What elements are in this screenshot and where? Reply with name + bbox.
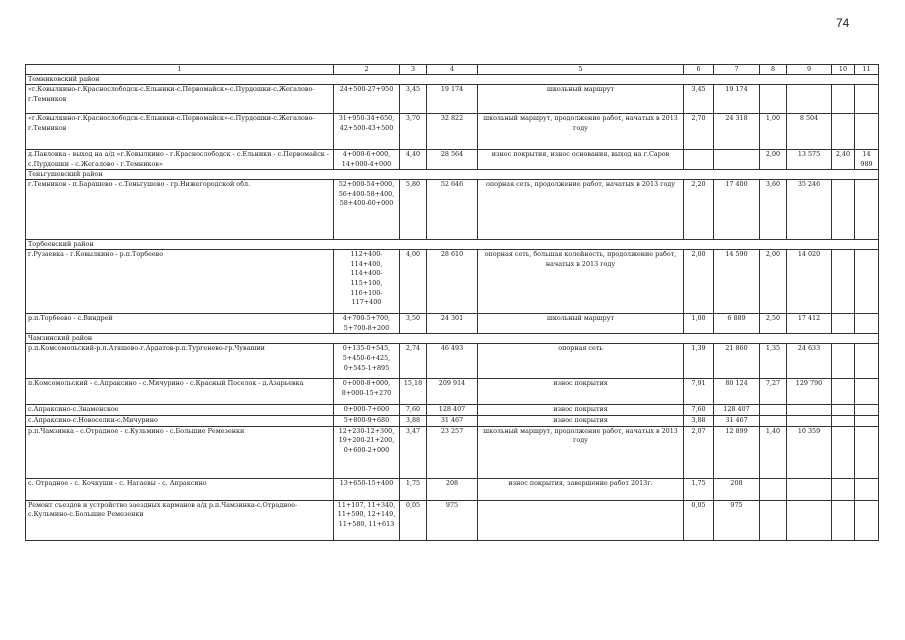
length-2014: 1,75 <box>684 478 714 500</box>
cost-2015: 35 246 <box>787 180 832 240</box>
cost-2015 <box>787 415 832 426</box>
length-km: 5,80 <box>400 180 427 240</box>
cost-2014: 17 400 <box>714 180 760 240</box>
length-2014: 2,70 <box>684 114 714 150</box>
cost-2015: 13 575 <box>787 150 832 170</box>
total-cost: 128 407 <box>427 405 478 416</box>
length-2016: 2,40 <box>832 150 855 170</box>
table-row <box>26 500 879 540</box>
length-2014: 1,00 <box>684 314 714 334</box>
length-km: 0,05 <box>400 500 427 540</box>
district-row <box>26 170 879 180</box>
km-section: 11+107, 11+340, 11+590, 12+149, 11+580, 11+613 <box>334 500 400 540</box>
km-section: 13+650-15+400 <box>334 478 400 500</box>
cost-2015 <box>787 85 832 114</box>
length-2016 <box>832 85 855 114</box>
length-2014: 2,00 <box>684 250 714 314</box>
route-name: р.п.Торбеево - с.Виндрей <box>26 314 334 334</box>
cost-2014: 21 860 <box>714 344 760 379</box>
cost-2014: 19 174 <box>714 85 760 114</box>
cost-2016 <box>855 379 879 405</box>
length-2014: 2,20 <box>684 180 714 240</box>
length-2014: 1,39 <box>684 344 714 379</box>
district-row <box>26 334 879 344</box>
length-2015: 1,40 <box>760 426 787 478</box>
route-name: «г.Ковылкино-г.Краснослободск-с.Ельники-с.Первомайск»-с.Пурдошки-с.Жегалово-г.Темников <box>26 114 334 150</box>
column-header: 4 <box>427 65 478 75</box>
route-name: п.Комсомольский - с.Апраксино - с.Мичурино - с.Красный Поселок - д.Азарьевка <box>26 379 334 405</box>
cost-2016 <box>855 478 879 500</box>
km-section: 31+950-34+650, 42+500-43+500 <box>334 114 400 150</box>
cost-2014: 208 <box>714 478 760 500</box>
work-reason: опорная сеть, большая колейность, продолжение работ, начатых в 2013 году <box>478 250 684 314</box>
column-header: 1 <box>26 65 334 75</box>
length-2016 <box>832 114 855 150</box>
length-2015 <box>760 415 787 426</box>
length-2016 <box>832 500 855 540</box>
km-section: 4+000-6+000, 14+000-4+000 <box>334 150 400 170</box>
length-2016 <box>832 344 855 379</box>
work-reason: школьный маршрут <box>478 85 684 114</box>
cost-2016 <box>855 415 879 426</box>
length-2014: 3,88 <box>684 415 714 426</box>
cost-2015 <box>787 405 832 416</box>
length-2016 <box>832 314 855 334</box>
length-2015: 2,50 <box>760 314 787 334</box>
table-row <box>26 85 879 114</box>
cost-2015: 10 359 <box>787 426 832 478</box>
length-km: 2,74 <box>400 344 427 379</box>
cost-2015: 14 020 <box>787 250 832 314</box>
route-name: «г.Ковылкино-г.Краснослободск-с.Ельники-с.Первомайск»-с.Пурдошки-с.Жегалово-г.Темников <box>26 85 334 114</box>
length-2015 <box>760 85 787 114</box>
length-km: 4,00 <box>400 250 427 314</box>
cost-2014: 12 899 <box>714 426 760 478</box>
km-section: 0+135-0+545, 5+450-6+425, 0+545-1+895 <box>334 344 400 379</box>
cost-2016 <box>855 344 879 379</box>
work-reason: школьный маршрут, продолжение работ, начатых в 2013 году <box>478 426 684 478</box>
work-reason: опорная сеть, продолжение работ, начатых в 2013 году <box>478 180 684 240</box>
district-name: Темниковский район <box>26 75 879 85</box>
length-km: 3,45 <box>400 85 427 114</box>
length-2015: 1,00 <box>760 114 787 150</box>
cost-2016 <box>855 500 879 540</box>
table-row <box>26 405 879 416</box>
column-header: 11 <box>855 65 879 75</box>
cost-2015 <box>787 500 832 540</box>
km-section: 4+700-5+700, 5+700-8+200 <box>334 314 400 334</box>
total-cost: 208 <box>427 478 478 500</box>
cost-2015 <box>787 478 832 500</box>
route-name: р.п.Чамзинка - с.Отрадное - с.Кульмино - с.Большие Ремезенки <box>26 426 334 478</box>
road-repair-table <box>25 64 879 541</box>
length-km: 7,60 <box>400 405 427 416</box>
cost-2014: 31 467 <box>714 415 760 426</box>
column-header: 3 <box>400 65 427 75</box>
cost-2014: 975 <box>714 500 760 540</box>
length-2015: 3,60 <box>760 180 787 240</box>
table-row <box>26 180 879 240</box>
km-section: 12+230-12+300, 19+200-21+200, 0+600-2+000 <box>334 426 400 478</box>
table-row <box>26 250 879 314</box>
total-cost: 209 914 <box>427 379 478 405</box>
table-row <box>26 344 879 379</box>
total-cost: 32 822 <box>427 114 478 150</box>
route-name: с.Апраксино-с.Знаменское <box>26 405 334 416</box>
length-2016 <box>832 478 855 500</box>
length-km: 1,75 <box>400 478 427 500</box>
km-section: 112+400- 114+400, 114+400- 115+100, 116+100- 117+400 <box>334 250 400 314</box>
cost-2014: 128 407 <box>714 405 760 416</box>
cost-2015: 129 790 <box>787 379 832 405</box>
length-km: 3,47 <box>400 426 427 478</box>
cost-2015: 8 504 <box>787 114 832 150</box>
total-cost: 31 467 <box>427 415 478 426</box>
column-header: 6 <box>684 65 714 75</box>
total-cost: 23 257 <box>427 426 478 478</box>
work-reason: износ покрытия <box>478 415 684 426</box>
column-number-row <box>26 65 879 75</box>
length-2016 <box>832 180 855 240</box>
district-row <box>26 75 879 85</box>
work-reason: школьный маршрут <box>478 314 684 334</box>
length-2015: 1,35 <box>760 344 787 379</box>
table-row <box>26 150 879 170</box>
length-2014: 7,60 <box>684 405 714 416</box>
length-2014: 7,91 <box>684 379 714 405</box>
km-section: 0+000-8+000, 8+000-15+270 <box>334 379 400 405</box>
table-row <box>26 379 879 405</box>
cost-2016 <box>855 314 879 334</box>
cost-2016 <box>855 180 879 240</box>
length-km: 3,70 <box>400 114 427 150</box>
column-header: 2 <box>334 65 400 75</box>
length-2015 <box>760 500 787 540</box>
table-row <box>26 314 879 334</box>
length-2016 <box>832 379 855 405</box>
route-name: р.п.Комсомольский-р.п.Атяшево-г.Ардатов-р.п.Тургенево-гр.Чувашии <box>26 344 334 379</box>
length-km: 3,88 <box>400 415 427 426</box>
length-2015: 2,00 <box>760 250 787 314</box>
column-header: 7 <box>714 65 760 75</box>
work-reason: износ покрытия, износ основания, выход на г.Саров <box>478 150 684 170</box>
table-row <box>26 114 879 150</box>
length-km: 3,50 <box>400 314 427 334</box>
total-cost: 52 646 <box>427 180 478 240</box>
route-name: г.Рузаевка - г.Ковылкино - р.п.Торбеево <box>26 250 334 314</box>
length-km: 4,40 <box>400 150 427 170</box>
length-2014: 3,45 <box>684 85 714 114</box>
length-2016 <box>832 415 855 426</box>
work-reason: опорная сеть <box>478 344 684 379</box>
work-reason: износ покрытия <box>478 379 684 405</box>
cost-2015: 17 412 <box>787 314 832 334</box>
length-2016 <box>832 405 855 416</box>
km-section: 0+000-7+600 <box>334 405 400 416</box>
total-cost: 975 <box>427 500 478 540</box>
length-2015: 7,27 <box>760 379 787 405</box>
route-name: с.Апраксино-с.Новоселки-с.Мичурино <box>26 415 334 426</box>
length-km: 15,18 <box>400 379 427 405</box>
column-header: 5 <box>478 65 684 75</box>
table-row <box>26 415 879 426</box>
work-reason: износ покрытия, завершение работ 2013г. <box>478 478 684 500</box>
total-cost: 28 564 <box>427 150 478 170</box>
route-name: д.Павловка - выход на а/д «г.Ковылкино - г.Краснослободск - с.Ельники - с.Первомайск - с.Пурдошки - с.Жегалово - г.Темников» <box>26 150 334 170</box>
length-2016 <box>832 426 855 478</box>
cost-2014: 6 889 <box>714 314 760 334</box>
cost-2016: 14 989 <box>855 150 879 170</box>
page-number: 74 <box>836 16 850 30</box>
district-name: Торбеевский район <box>26 240 879 250</box>
column-header: 10 <box>832 65 855 75</box>
district-name: Чамзинский район <box>26 334 879 344</box>
cost-2016 <box>855 426 879 478</box>
table-row <box>26 426 879 478</box>
cost-2016 <box>855 250 879 314</box>
table-row <box>26 478 879 500</box>
km-section: 24+500-27+950 <box>334 85 400 114</box>
total-cost: 46 493 <box>427 344 478 379</box>
district-name: Теньгушевский район <box>26 170 879 180</box>
cost-2014: 80 124 <box>714 379 760 405</box>
total-cost: 19 174 <box>427 85 478 114</box>
km-section: 5+800-9+680 <box>334 415 400 426</box>
length-2015 <box>760 405 787 416</box>
work-reason: школьный маршрут, продолжение работ, начатых в 2013 году <box>478 114 684 150</box>
route-name: г.Темников - п.Барашево - с.Теньгушево - гр.Нижегородской обл. <box>26 180 334 240</box>
cost-2014 <box>714 150 760 170</box>
cost-2016 <box>855 405 879 416</box>
district-row <box>26 240 879 250</box>
cost-2014: 24 318 <box>714 114 760 150</box>
length-2014: 0,05 <box>684 500 714 540</box>
route-name: Ремонт съездов и устройство заездных карманов а/д р.п.Чамзинка-с.Отрадное-с.Кульмино-с.Большие Ремезенки <box>26 500 334 540</box>
length-2015: 2,00 <box>760 150 787 170</box>
length-2014: 2,07 <box>684 426 714 478</box>
cost-2016 <box>855 85 879 114</box>
length-2015 <box>760 478 787 500</box>
column-header: 8 <box>760 65 787 75</box>
total-cost: 24 301 <box>427 314 478 334</box>
column-header: 9 <box>787 65 832 75</box>
work-reason <box>478 500 684 540</box>
cost-2014: 14 590 <box>714 250 760 314</box>
cost-2016 <box>855 114 879 150</box>
work-reason: износ покрытия <box>478 405 684 416</box>
km-section: 52+000-54+000, 56+400-58+400, 58+400-60+000 <box>334 180 400 240</box>
total-cost: 28 610 <box>427 250 478 314</box>
route-name: с. Отрадное - с. Кочкуши - с. Нагаевы - с. Апраксино <box>26 478 334 500</box>
length-2016 <box>832 250 855 314</box>
length-2014 <box>684 150 714 170</box>
cost-2015: 24 633 <box>787 344 832 379</box>
